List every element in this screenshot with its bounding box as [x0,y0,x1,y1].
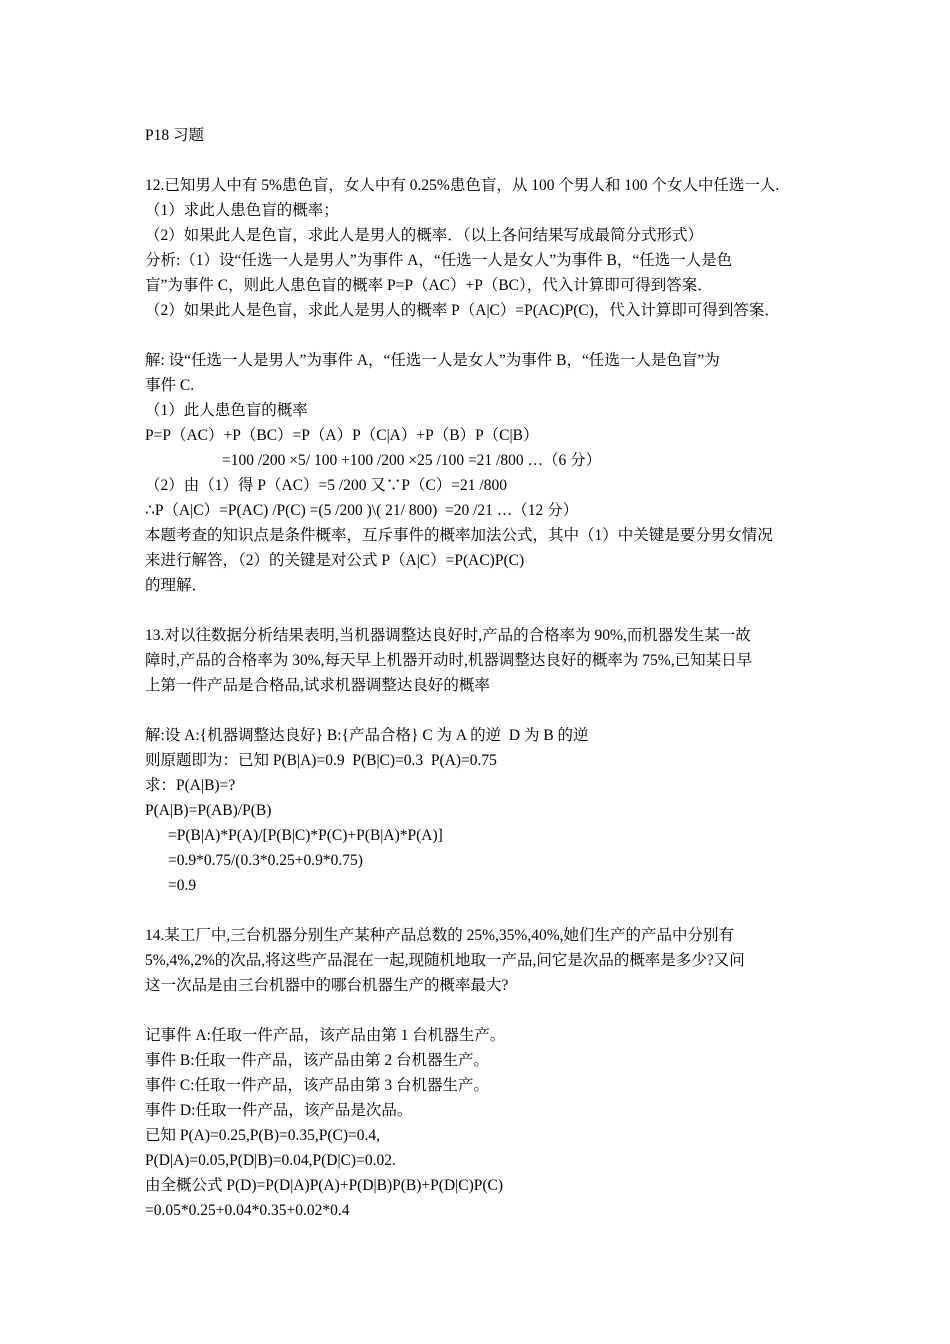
formula-line: =0.9 [168,877,197,894]
solution-line: 事件 C:任取一件产品，该产品由第 3 台机器生产。 [145,1077,490,1094]
problem-13-text: 障时,产品的合格率为 30%,每天早上机器开动时,机器调整达良好的概率为 75%,已知某日早 [145,652,753,669]
formula-line: 由全概公式 P(D)=P(D|A)P(A)+P(D|B)P(B)+P(D|C)P(C) [145,1177,504,1194]
solution-line: P(D|A)=0.05,P(D|B)=0.04,P(D|C)=0.02. [145,1152,396,1169]
analysis-line: （2）如果此人是色盲，求此人是男人的概率 P（A|C）=P(AC)P(C)，代入计算即可得到答案． [145,302,780,319]
formula-line: P=P（AC）+P（BC）=P（A）P（C|A）+P（B）P（C|B） [145,427,539,444]
commentary-line: 的理解． [145,577,208,594]
solution-line: 已知 P(A)=0.25,P(B)=0.35,P(C)=0.4, [145,1127,381,1144]
problem-14-text: 5%,4%,2%的次品,将这些产品混在一起,现随机地取一产品,问它是次品的概率是多少?又问 [145,952,745,969]
solution-line: （1）此人患色盲的概率 [145,402,308,419]
formula-line: （2）由（1）得 P（AC）=5 /200 又∵P（C）=21 /800 [145,477,507,494]
solution-line: 记事件 A:任取一件产品，该产品由第 1 台机器生产。 [145,1027,506,1044]
problem-14-text: 这一次品是由三台机器中的哪台机器生产的概率最大? [145,977,509,994]
problem-13-text: 13.对以往数据分析结果表明,当机器调整达良好时,产品的合格率为 90%,而机器发生某一故 [145,627,751,644]
problem-13-text: 上第一件产品是合格品,试求机器调整达良好的概率 [145,677,490,694]
solution-line: 求：P(A|B)=? [145,777,236,794]
solution-line: 则原题即为：已知 P(B|A)=0.9 P(B|C)=0.3 P(A)=0.75 [145,752,497,769]
analysis-line: 分析:（1）设“任选一人是男人”为事件 A，“任选一人是女人”为事件 B，“任选一人是色 [145,252,733,269]
commentary-line: 来进行解答，（2）的关键是对公式 P（A|C）=P(AC)P(C) [145,552,525,569]
formula-line: =0.05*0.25+0.04*0.35+0.02*0.4 [145,1202,350,1219]
section-heading: P18 习题 [145,127,204,144]
commentary-line: 本题考查的知识点是条件概率，互斥事件的概率加法公式，其中（1）中关键是要分男女情况 [145,527,773,544]
solution-line: 事件 B:任取一件产品，该产品由第 2 台机器生产。 [145,1052,490,1069]
solution-line: 事件 C. [145,377,195,394]
analysis-line: 盲”为事件 C，则此人患色盲的概率 P=P（AC）+P（BC），代入计算即可得到答案． [145,277,713,294]
solution-line: 解: 设“任选一人是男人”为事件 A，“任选一人是女人”为事件 B，“任选一人是色盲”为 [145,352,720,369]
problem-12-part-1: （1）求此人患色盲的概率； [145,202,339,219]
formula-line: ∴P（A|C）=P(AC) /P(C) =(5 /200 )\( 21/ 800) =20 /21 …（12 分） [145,502,579,519]
formula-line: =0.9*0.75/(0.3*0.25+0.9*0.75) [168,852,363,869]
formula-line: =100 /200 ×5/ 100 +100 /200 ×25 /100 =21 /800 …（6 分） [222,452,602,469]
solution-line: 解:设 A:{机器调整达良好} B:{产品合格} C 为 A 的逆 D 为 B 的逆 [145,727,589,744]
formula-line: =P(B|A)*P(A)/[P(B|C)*P(C)+P(B|A)*P(A)] [168,827,443,844]
solution-line: 事件 D:任取一件产品，该产品是次品。 [145,1102,413,1119]
problem-12-text: 12.已知男人中有 5%患色盲，女人中有 0.25%患色盲，从 100 个男人和 100 个女人中任选一人. [145,177,780,194]
formula-line: P(A|B)=P(AB)/P(B) [145,802,272,819]
problem-12-part-2: （2）如果此人是色盲，求此人是男人的概率．（以上各问结果写成最简分式形式） [145,227,704,244]
problem-14-text: 14.某工厂中,三台机器分别生产某种产品总数的 25%,35%,40%,她们生产的产品中分别有 [145,927,734,944]
